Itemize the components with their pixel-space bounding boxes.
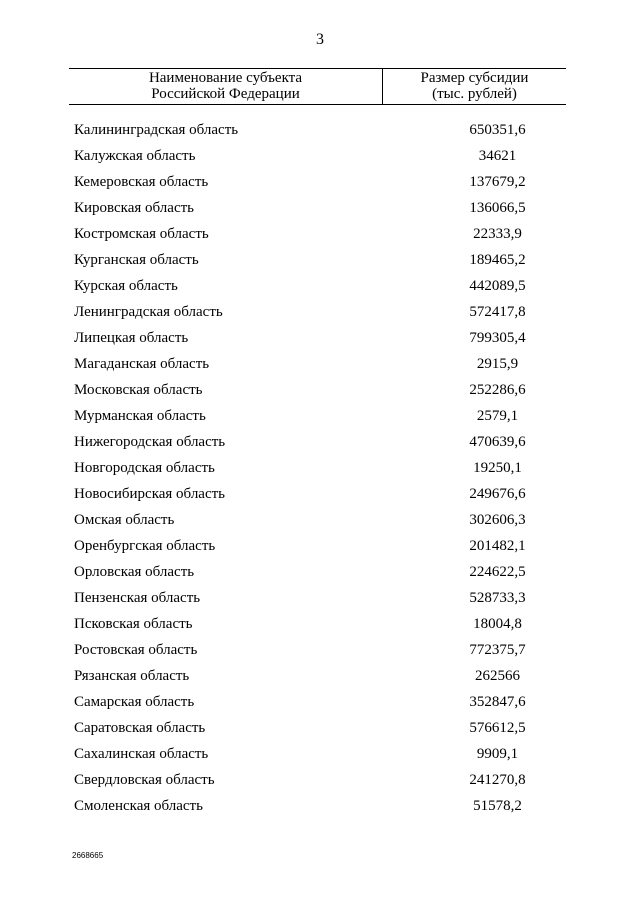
table-row bbox=[0, 354, 640, 380]
subsidy-amount-cell: 262566 bbox=[475, 668, 520, 684]
region-name-cell: Сахалинская область bbox=[74, 746, 209, 762]
table-row bbox=[0, 796, 640, 822]
column-header-subsidy-amount-line1: Размер субсидии bbox=[420, 70, 529, 86]
subsidy-amount-cell: 249676,6 bbox=[469, 486, 526, 502]
subsidy-amount-cell: 772375,7 bbox=[469, 642, 526, 658]
column-header-region-name bbox=[69, 70, 382, 102]
column-header-region-name-line1: Наименование субъекта bbox=[148, 70, 303, 86]
table-row bbox=[0, 484, 640, 510]
table-row bbox=[0, 692, 640, 718]
table-row bbox=[0, 380, 640, 406]
table-row bbox=[0, 562, 640, 588]
table-row bbox=[0, 146, 640, 172]
region-name-cell: Новгородская область bbox=[74, 460, 215, 476]
subsidy-amount-cell: 2579,1 bbox=[476, 408, 519, 424]
table-row bbox=[0, 120, 640, 146]
table-row bbox=[0, 406, 640, 432]
table-row bbox=[0, 770, 640, 796]
subsidy-amount-cell: 528733,3 bbox=[469, 590, 526, 606]
region-name-cell: Орловская область bbox=[74, 564, 195, 580]
subsidy-amount-cell: 51578,2 bbox=[473, 798, 522, 814]
region-name-cell: Нижегородская область bbox=[74, 434, 226, 450]
subsidy-amount-cell: 799305,4 bbox=[469, 330, 526, 346]
subsidy-amount-cell: 442089,5 bbox=[469, 278, 526, 294]
table-row bbox=[0, 666, 640, 692]
region-name-cell: Пензенская область bbox=[74, 590, 201, 606]
region-name-cell: Омская область bbox=[74, 512, 175, 528]
subsidy-amount-cell: 302606,3 bbox=[469, 512, 526, 528]
subsidy-amount-cell: 470639,6 bbox=[469, 434, 526, 450]
table-row bbox=[0, 328, 640, 354]
subsidy-amount-cell: 19250,1 bbox=[473, 460, 522, 476]
subsidy-amount-cell: 2915,9 bbox=[476, 356, 519, 372]
region-name-cell: Московская область bbox=[74, 382, 203, 398]
header-top-rule bbox=[69, 68, 566, 69]
subsidy-amount-cell: 352847,6 bbox=[469, 694, 526, 710]
table-row bbox=[0, 744, 640, 770]
column-header-subsidy-amount bbox=[383, 70, 566, 102]
subsidy-amount-cell: 650351,6 bbox=[469, 122, 526, 138]
region-name-cell: Свердловская область bbox=[74, 772, 215, 788]
subsidy-amount-cell: 572417,8 bbox=[469, 304, 526, 320]
region-name-cell: Ростовская область bbox=[74, 642, 198, 658]
subsidy-amount-cell: 201482,1 bbox=[469, 538, 526, 554]
header-bottom-rule bbox=[69, 104, 566, 105]
region-name-cell: Калужская область bbox=[74, 148, 196, 164]
table-row bbox=[0, 302, 640, 328]
region-name-cell: Смоленская область bbox=[74, 798, 203, 814]
region-name-cell: Псковская область bbox=[74, 616, 193, 632]
table-row bbox=[0, 172, 640, 198]
subsidy-amount-cell: 576612,5 bbox=[469, 720, 526, 736]
region-name-cell: Липецкая область bbox=[74, 330, 189, 346]
subsidy-amount-cell: 189465,2 bbox=[469, 252, 526, 268]
table-row bbox=[0, 224, 640, 250]
region-name-cell: Магаданская область bbox=[74, 356, 210, 372]
subsidy-amount-cell: 34621 bbox=[478, 148, 517, 164]
region-name-cell: Кировская область bbox=[74, 200, 195, 216]
region-name-cell: Оренбургская область bbox=[74, 538, 216, 554]
document-code: 2668665 bbox=[72, 851, 104, 860]
subsidy-amount-cell: 241270,8 bbox=[469, 772, 526, 788]
region-name-cell: Ленинградская область bbox=[74, 304, 223, 320]
region-name-cell: Новосибирская область bbox=[74, 486, 226, 502]
table-row bbox=[0, 198, 640, 224]
table-row bbox=[0, 276, 640, 302]
table-row bbox=[0, 250, 640, 276]
region-name-cell: Кемеровская область bbox=[74, 174, 209, 190]
subsidy-amount-cell: 18004,8 bbox=[473, 616, 522, 632]
subsidy-amount-cell: 137679,2 bbox=[469, 174, 526, 190]
subsidy-amount-cell: 224622,5 bbox=[469, 564, 526, 580]
region-name-cell: Саратовская область bbox=[74, 720, 206, 736]
table-row bbox=[0, 614, 640, 640]
region-name-cell: Калининградская область bbox=[74, 122, 239, 138]
page-number: 3 bbox=[316, 31, 324, 48]
subsidy-amount-cell: 22333,9 bbox=[473, 226, 522, 242]
region-name-cell: Курская область bbox=[74, 278, 178, 294]
region-name-cell: Костромская область bbox=[74, 226, 209, 242]
table-row bbox=[0, 536, 640, 562]
subsidy-amount-cell: 252286,6 bbox=[469, 382, 526, 398]
subsidy-amount-cell: 9909,1 bbox=[476, 746, 519, 762]
subsidy-table-body bbox=[0, 120, 640, 822]
region-name-cell: Самарская область bbox=[74, 694, 195, 710]
subsidy-amount-cell: 136066,5 bbox=[469, 200, 526, 216]
region-name-cell: Рязанская область bbox=[74, 668, 190, 684]
region-name-cell: Мурманская область bbox=[74, 408, 206, 424]
column-header-region-name-line2: Российской Федерации bbox=[151, 86, 300, 102]
table-row bbox=[0, 510, 640, 536]
column-header-subsidy-amount-line2: (тыс. рублей) bbox=[432, 86, 517, 102]
table-row bbox=[0, 458, 640, 484]
table-row bbox=[0, 588, 640, 614]
region-name-cell: Курганская область bbox=[74, 252, 199, 268]
table-row bbox=[0, 640, 640, 666]
table-row bbox=[0, 432, 640, 458]
table-row bbox=[0, 718, 640, 744]
